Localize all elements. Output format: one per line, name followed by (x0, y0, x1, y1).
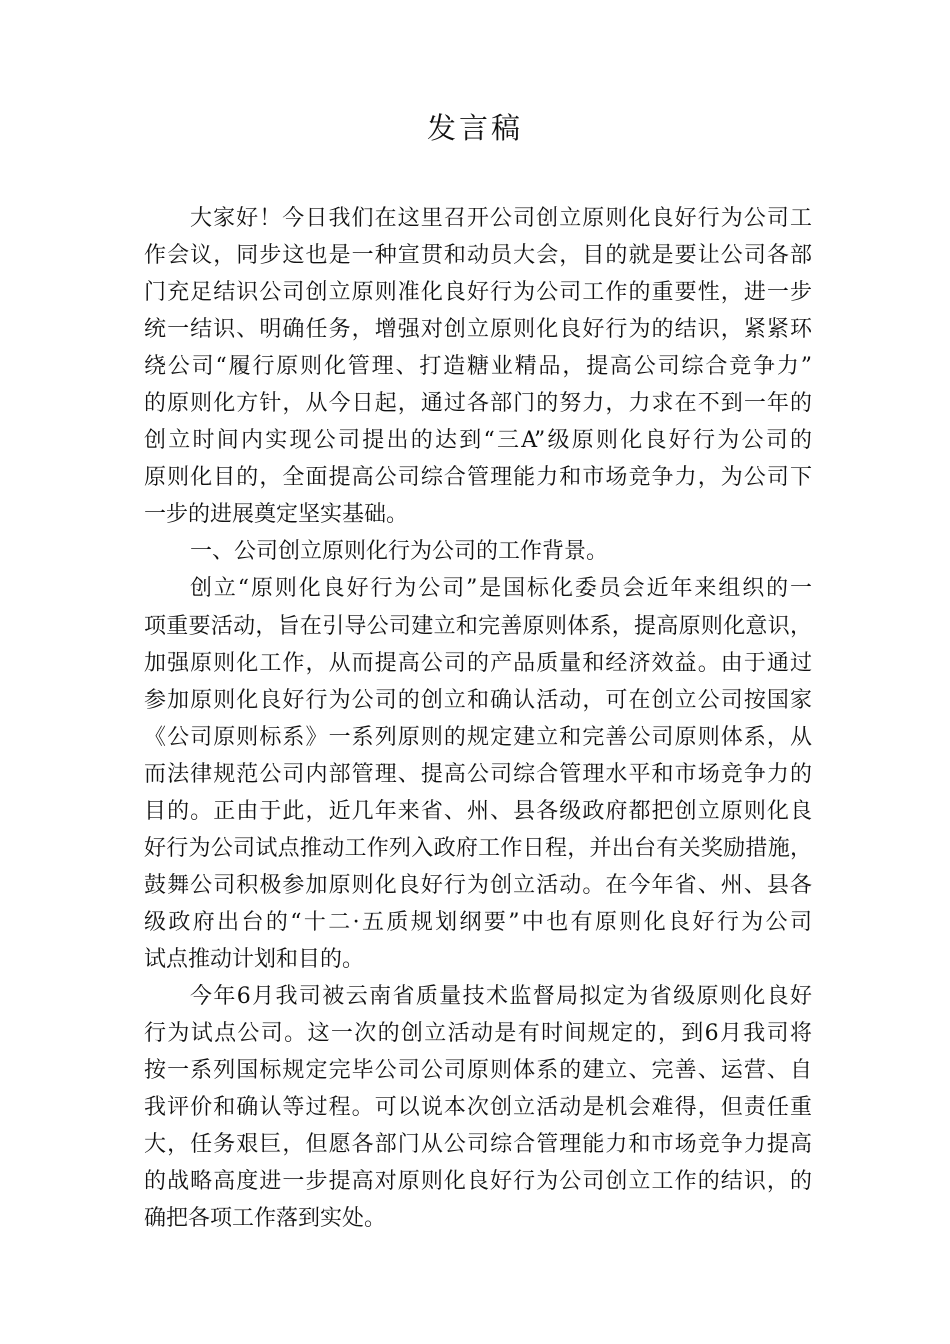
paragraph-line: 绕公司“履行原则化管理、打造糖业精品，提高公司综合竞争力” (144, 354, 812, 380)
paragraph-line: 的原则化方针，从今日起，通过各部门的努力，力求在不到一年的 (144, 391, 812, 417)
paragraph-line: 一步的进展奠定坚实基础。 (144, 502, 409, 528)
paragraph-line: 行为试点公司。这一次的创立活动是有时间规定的，到6月我司将 (144, 1021, 812, 1047)
paragraph-line: 而法律规范公司内部管理、提高公司综合管理水平和市场竞争力的 (144, 761, 812, 787)
paragraph-line: 今年6月我司被云南省质量技术监督局拟定为省级原则化良好 (190, 983, 812, 1009)
section-heading: 一、公司创立原则化行为公司的工作背景。 (190, 539, 609, 565)
paragraph-line: 作会议，同步这也是一种宣贯和动员大会，目的就是要让公司各部 (144, 243, 812, 269)
paragraph-line: 项重要活动，旨在引导公司建立和完善原则体系，提高原则化意识， (144, 613, 812, 639)
paragraph-line: 大，任务艰巨，但愿各部门从公司综合管理能力和市场竞争力提高 (144, 1132, 812, 1158)
paragraph-line: 门充足结识公司创立原则准化良好行为公司工作的重要性，进一步 (144, 280, 812, 306)
paragraph-line: 试点推动计划和目的。 (144, 946, 365, 972)
paragraph-line: 《公司原则标系》一系列原则的规定建立和完善公司原则体系，从 (144, 724, 812, 750)
paragraph-line: 鼓舞公司积极参加原则化良好行为创立活动。在今年省、州、县各 (144, 872, 812, 898)
paragraph-line: 统一结识、明确任务，增强对创立原则化良好行为的结识，紧紧环 (144, 317, 812, 343)
paragraph-line: 加强原则化工作，从而提高公司的产品质量和经济效益。由于通过 (144, 650, 812, 676)
paragraph-line: 目的。正由于此，近几年来省、州、县各级政府都把创立原则化良 (144, 798, 812, 824)
paragraph-line: 级政府出台的“十二·五质规划纲要”中也有原则化良好行为公司 (144, 909, 812, 935)
paragraph-line: 好行为公司试点推动工作列入政府工作日程，并出台有关奖励措施， (144, 835, 812, 861)
paragraph-line: 参加原则化良好行为公司的创立和确认活动，可在创立公司按国家 (144, 687, 812, 713)
paragraph-line: 大家好！今日我们在这里召开公司创立原则化良好行为公司工 (190, 206, 812, 231)
document-title: 发言稿 (426, 111, 523, 145)
speech-body (144, 200, 812, 1237)
paragraph-line: 的战略高度进一步提高对原则化良好行为公司创立工作的结识，的 (144, 1169, 812, 1195)
paragraph-line: 创立“原则化良好行为公司”是国标化委员会近年来组织的一 (190, 576, 812, 602)
paragraph-line: 按一系列国标规定完毕公司公司原则体系的建立、完善、运营、自 (144, 1058, 812, 1084)
paragraph-line: 创立时间内实现公司提出的达到“三A”级原则化良好行为公司的 (144, 428, 812, 454)
paragraph-line: 原则化目的，全面提高公司综合管理能力和市场竞争力，为公司下 (144, 465, 812, 491)
paragraph-line: 确把各项工作落到实处。 (144, 1206, 387, 1232)
paragraph-line: 我评价和确认等过程。可以说本次创立活动是机会难得，但责任重 (144, 1095, 812, 1121)
